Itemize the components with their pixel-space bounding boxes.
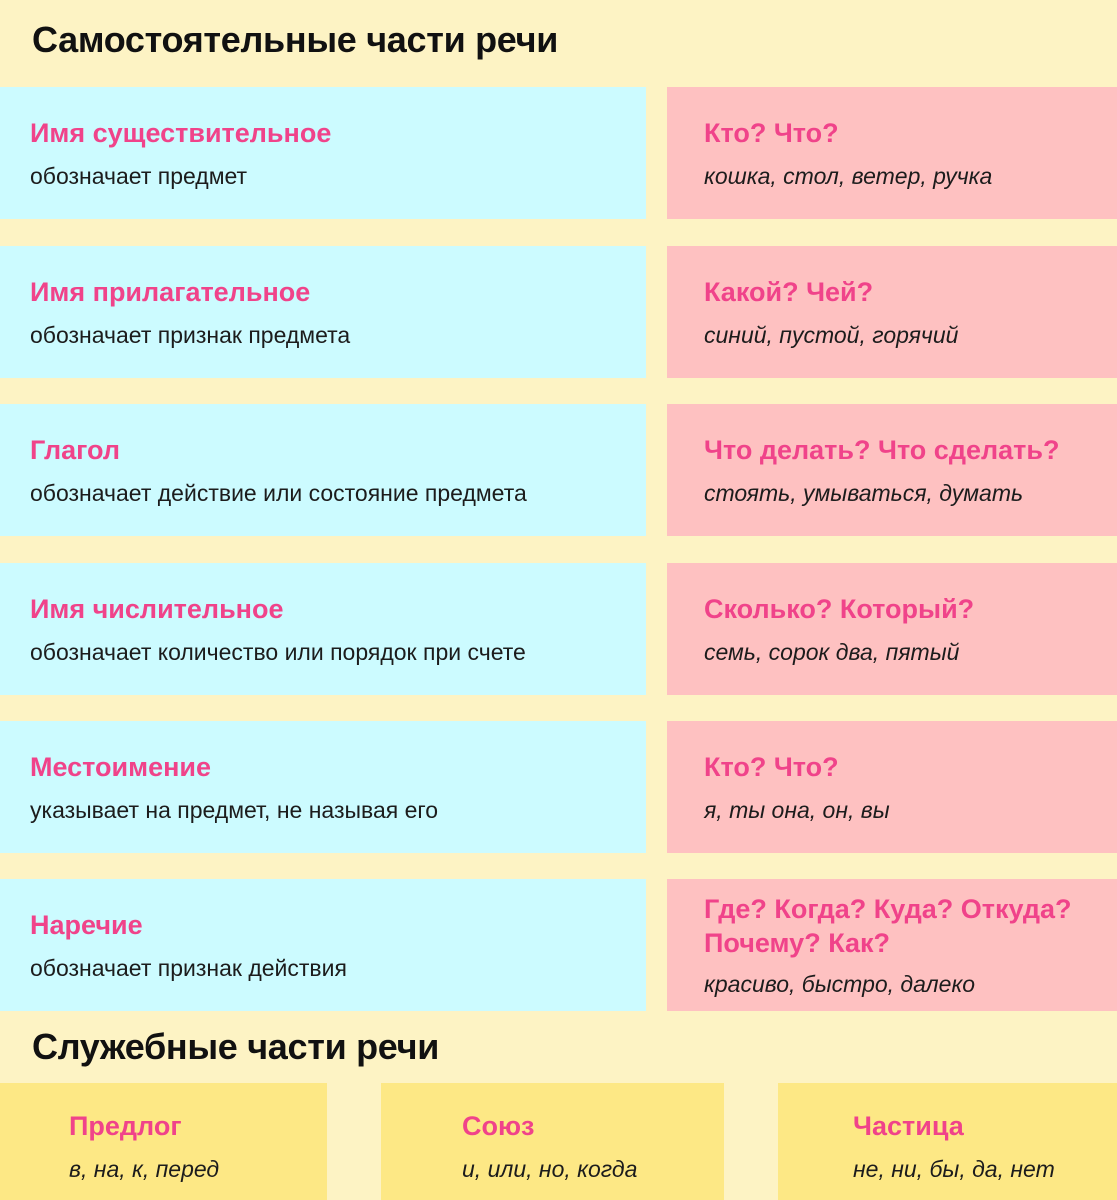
part-examples: семь, сорок два, пятый [704,639,960,665]
table-row [0,87,1117,219]
service-part-card [778,1083,1117,1200]
service-part-examples: в, на, к, перед [69,1156,220,1182]
part-name: Местоимение [30,752,212,782]
part-question: Кто? Что? [704,752,839,782]
part-question: Где? Когда? Куда? Откуда? Почему? Как? [704,894,1072,958]
service-parts-row [0,1083,1117,1200]
part-description: обозначает предмет [30,163,248,189]
part-examples: кошка, стол, ветер, ручка [704,163,993,189]
part-name-cell [0,879,646,1011]
part-name-cell [0,246,646,378]
part-question-cell [667,404,1117,536]
service-part-name: Частица [853,1111,964,1141]
part-description: обозначает количество или порядок при счете [30,639,526,665]
part-question-cell [667,246,1117,378]
part-description: обозначает признак предмета [30,322,351,348]
part-question-cell [667,563,1117,695]
table-row [0,246,1117,378]
service-section-title: Служебные части речи [32,1026,440,1067]
part-question-cell [667,879,1117,1011]
main-section-title: Самостоятельные части речи [32,19,559,60]
part-question: Какой? Чей? [704,277,874,307]
part-description: обозначает признак действия [30,955,347,981]
part-description: обозначает действие или состояние предмета [30,480,527,506]
part-name-cell [0,404,646,536]
table-row [0,721,1117,853]
service-part-name: Союз [462,1111,535,1141]
part-examples: синий, пустой, горячий [704,322,959,348]
part-description: указывает на предмет, не называя его [30,797,439,823]
part-examples: красиво, быстро, далеко [704,971,976,997]
service-part-card [381,1083,724,1200]
part-name-cell [0,87,646,219]
part-examples: я, ты она, он, вы [704,797,890,823]
part-name: Имя числительное [30,594,284,624]
part-name: Наречие [30,910,143,940]
part-name-cell [0,563,646,695]
table-row [0,404,1117,536]
part-name: Имя прилагательное [30,277,311,307]
service-part-examples: и, или, но, когда [462,1156,638,1182]
part-examples: стоять, умываться, думать [704,480,1024,506]
part-question: Кто? Что? [704,118,839,148]
service-part-examples: не, ни, бы, да, нет [853,1156,1055,1182]
table-row [0,563,1117,695]
service-part-name: Предлог [69,1111,182,1141]
part-name-cell [0,721,646,853]
part-name: Глагол [30,435,120,465]
part-question-cell [667,87,1117,219]
part-question: Что делать? Что сделать? [704,435,1060,465]
part-question-cell [667,721,1117,853]
part-name: Имя существительное [30,118,332,148]
part-question: Сколько? Который? [704,594,975,624]
table-row [0,879,1117,1011]
service-part-card [0,1083,327,1200]
